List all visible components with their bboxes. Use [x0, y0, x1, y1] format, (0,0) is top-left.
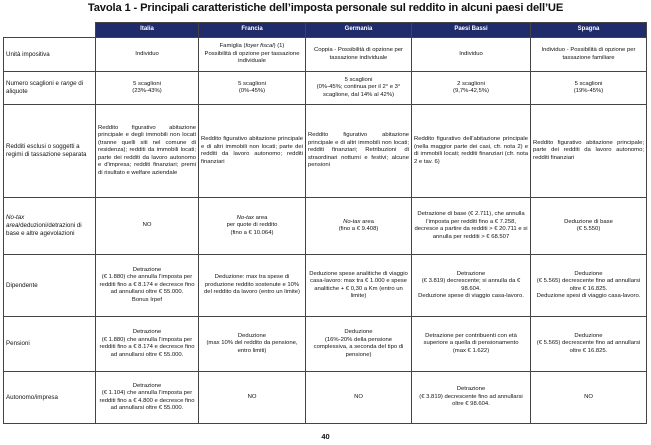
cell-dipendente-spagna [531, 255, 647, 317]
cell-autonomo-spagna: NO [531, 372, 647, 424]
cell-text: 5 scaglioni [238, 80, 266, 87]
cell-text: Deduzione [344, 329, 373, 335]
col-header-spagna: Spagna [531, 23, 647, 38]
cell-pensioni-spagna [531, 317, 647, 372]
cell-text: (16%-20% della pensione complessiva, a seconda del tipo di pensione) [313, 336, 404, 358]
cell-text: Famiglia ( [219, 43, 246, 50]
table-row [4, 198, 647, 255]
cell-text: Numero scaglioni e [6, 80, 61, 88]
cell-notax-germania [306, 198, 412, 255]
cell-redditi-paesi-bassi: Reddito figurativo dell'abitazione principale (nella maggior parte dei casi, cfr. nota 2) e di immobili locati; redditi finanziari (cfr. nota 2 e tav. 6) [412, 105, 531, 198]
cell-text: /deduzioni/detrazioni di base e altre agevolazioni [6, 222, 82, 237]
cell-dipendente-paesi-bassi [412, 255, 531, 317]
cell-text: ) (1) [273, 43, 285, 50]
cell-text: per quote di reddito [226, 222, 278, 229]
cell-text: 5 scaglioni [133, 80, 161, 87]
row-label-scaglioni [4, 72, 96, 105]
cell-text-italic: No-tax [343, 218, 361, 225]
cell-text: 5 scaglioni [344, 76, 373, 83]
cell-unita-francia [199, 38, 306, 72]
cell-text: di aliquote [6, 80, 84, 95]
cell-pensioni-paesi-bassi [412, 317, 531, 372]
cell-text: (€ 3.819) decrescente; si annulla da € 98.604. [421, 278, 521, 292]
cell-text: area [253, 214, 268, 221]
cell-text: Detrazione [456, 270, 486, 277]
cell-text: Deduzione di base [564, 218, 613, 225]
cell-scaglioni-spagna [531, 72, 647, 105]
cell-text: Possibilità di opzione per tassazione individuale [204, 50, 300, 65]
cell-text: Bonus Irpef [131, 296, 163, 303]
cell-text: (€ 5.550) [576, 226, 601, 232]
table-row [4, 317, 647, 372]
table-row [4, 255, 647, 317]
cell-text: (€ 5.565) decrescente fino ad annullarsi oltre € 16.825. [536, 278, 641, 292]
row-label-redditi: Redditi esclusi o soggetti a regimi di tassazione separata [4, 105, 96, 198]
cell-text: (0%-45%; continua per il 2° e 3° scaglione, dal 14% al 42%) [316, 84, 401, 98]
tax-comparison-table [3, 22, 647, 424]
cell-dipendente-francia: Deduzione: max tra spese di produzione reddito sostenute e 10% del reddito da lavoro (entro un limite) [199, 255, 306, 317]
cell-text: Detrazione [132, 329, 162, 335]
col-header-germania: Germania [306, 23, 412, 38]
row-label-pensioni: Pensioni [4, 317, 96, 372]
col-header-paesi-bassi: Paesi Bassi [412, 23, 531, 38]
row-label-unita: Unità impositiva [4, 38, 96, 72]
cell-text-italic: foyer fiscal [245, 43, 274, 50]
cell-dipendente-germania: Deduzione spese analitiche di viaggio casa-lavoro: max tra € 1.000 e spese analitiche + € 0,30 a Km (entro un limite) [306, 255, 412, 317]
cell-text: (max 10% del reddito da pensione, entro limiti) [206, 340, 298, 354]
header-corner [4, 23, 96, 38]
cell-scaglioni-paesi-bassi [412, 72, 531, 105]
cell-text: (€ 5.565) decrescente fino ad annullarsi oltre € 16.825. [536, 340, 641, 354]
cell-text: area [360, 218, 374, 225]
cell-unita-paesi-bassi: Individuo [412, 38, 531, 72]
cell-autonomo-paesi-bassi [412, 372, 531, 424]
cell-redditi-spagna: Reddito figurativo abitazione principale; parte dei redditi da lavoro autonomo; redditi finanziari [531, 105, 647, 198]
cell-notax-spagna [531, 198, 647, 255]
cell-redditi-italia: Reddito figurativo abitazione principale e degli immobili non locati (tranne quelli siti nel comune di residenza); redditi da immobili locati; parte dei redditi da lavoro autonomo e d'impresa; redditi finanziari; premi di risultato e welfare aziendale [96, 105, 199, 198]
cell-text: (fino a € 9.408) [338, 226, 379, 232]
cell-text: (9,7%-42,5%) [452, 88, 489, 94]
cell-unita-italia: Individuo [96, 38, 199, 72]
cell-scaglioni-italia [96, 72, 199, 105]
cell-text: Deduzione [237, 332, 267, 339]
table-row [4, 72, 647, 105]
cell-dipendente-italia [96, 255, 199, 317]
cell-text: Deduzione spesi di viaggio casa-lavoro. [536, 293, 641, 299]
cell-scaglioni-germania [306, 72, 412, 105]
table-row [4, 38, 647, 72]
cell-text: (€ 1.104) che annulla l’imposta per redditi fino a € 4.800 e decresce fino ad annullarsi oltre € 55.000. [99, 390, 195, 411]
cell-text: (€ 1.880) che annulla l’imposta per redditi fino a € 8.174 e decresce fino ad annullarsi oltre € 55.000. [99, 336, 195, 358]
table-row [4, 372, 647, 424]
row-label-dipendente: Dipendente [4, 255, 96, 317]
cell-text-italic: range [60, 80, 77, 88]
page-title: Tavola 1 - Principali caratteristiche dell’imposta personale sul reddito in alcuni paesi dell’UE [87, 2, 564, 14]
cell-text: (23%-43%) [132, 88, 162, 94]
cell-text: (19%-45%) [573, 88, 604, 94]
cell-autonomo-germania: NO [306, 372, 412, 424]
cell-unita-spagna: Individuo - Possibilità di opzione per tassazione familiare [531, 38, 647, 72]
cell-text: 5 scaglioni [574, 80, 603, 87]
cell-notax-francia [199, 198, 306, 255]
cell-autonomo-italia [96, 372, 199, 424]
cell-text: 2 scaglioni [457, 80, 485, 87]
cell-text: (fino a € 10.064) [230, 229, 274, 236]
cell-text: (€ 3.819) decrescente fino ad annullarsi oltre € 98.604. [419, 393, 523, 408]
cell-text: Detrazione [132, 266, 162, 273]
cell-text-italic: No-tax [236, 214, 254, 221]
cell-pensioni-germania [306, 317, 412, 372]
cell-text: Deduzione [574, 270, 603, 277]
cell-text: Deduzione spese di viaggio casa-lavoro. [418, 293, 524, 299]
cell-redditi-germania: Reddito figurativo abitazione principale e di altri immobili non locati; redditi finanziari; Retribuzioni di straordinari notturni e festivi; alcune pensioni [306, 105, 412, 198]
cell-text: (€ 1.880) che annulla l’imposta per redditi fino a € 8.174 e decresce fino ad annullarsi oltre € 55.000. [99, 274, 195, 296]
row-label-notax [4, 198, 96, 255]
cell-redditi-francia: Reddito figurativo abitazione principale e di altri immobili non locati; parte dei redditi da lavoro autonomo; redditi finanziari [199, 105, 306, 198]
cell-text: (max € 1.622) [452, 347, 490, 354]
cell-text: Detrazione [132, 382, 162, 389]
cell-unita-germania: Coppia - Possibilità di opzione per tassazione individuale [306, 38, 412, 72]
header-row [4, 23, 647, 38]
col-header-italia: Italia [96, 23, 199, 38]
cell-scaglioni-francia [199, 72, 306, 105]
cell-text: Deduzione [574, 332, 603, 339]
col-header-francia: Francia [199, 23, 306, 38]
cell-pensioni-italia [96, 317, 199, 372]
cell-text: Detrazione [456, 386, 486, 393]
table-row [4, 105, 647, 198]
page-number: 40 [321, 432, 330, 441]
cell-notax-paesi-bassi: Detrazione di base (€ 2.711), che annulla l’imposta per redditi fino a € 7.258, decresce a partire da redditi > € 20.711 e si annulla per redditi > € 68.507 [412, 198, 531, 255]
cell-text: Detrazione per contribuenti con età superiore a quella di pensionamento [423, 332, 519, 347]
cell-text: (0%-45%) [238, 88, 266, 94]
cell-notax-italia: NO [96, 198, 199, 255]
cell-autonomo-francia: NO [199, 372, 306, 424]
row-label-autonomo: Autonomo/impresa [4, 372, 96, 424]
cell-pensioni-francia [199, 317, 306, 372]
cell-text-italic: No-tax area [6, 214, 25, 230]
